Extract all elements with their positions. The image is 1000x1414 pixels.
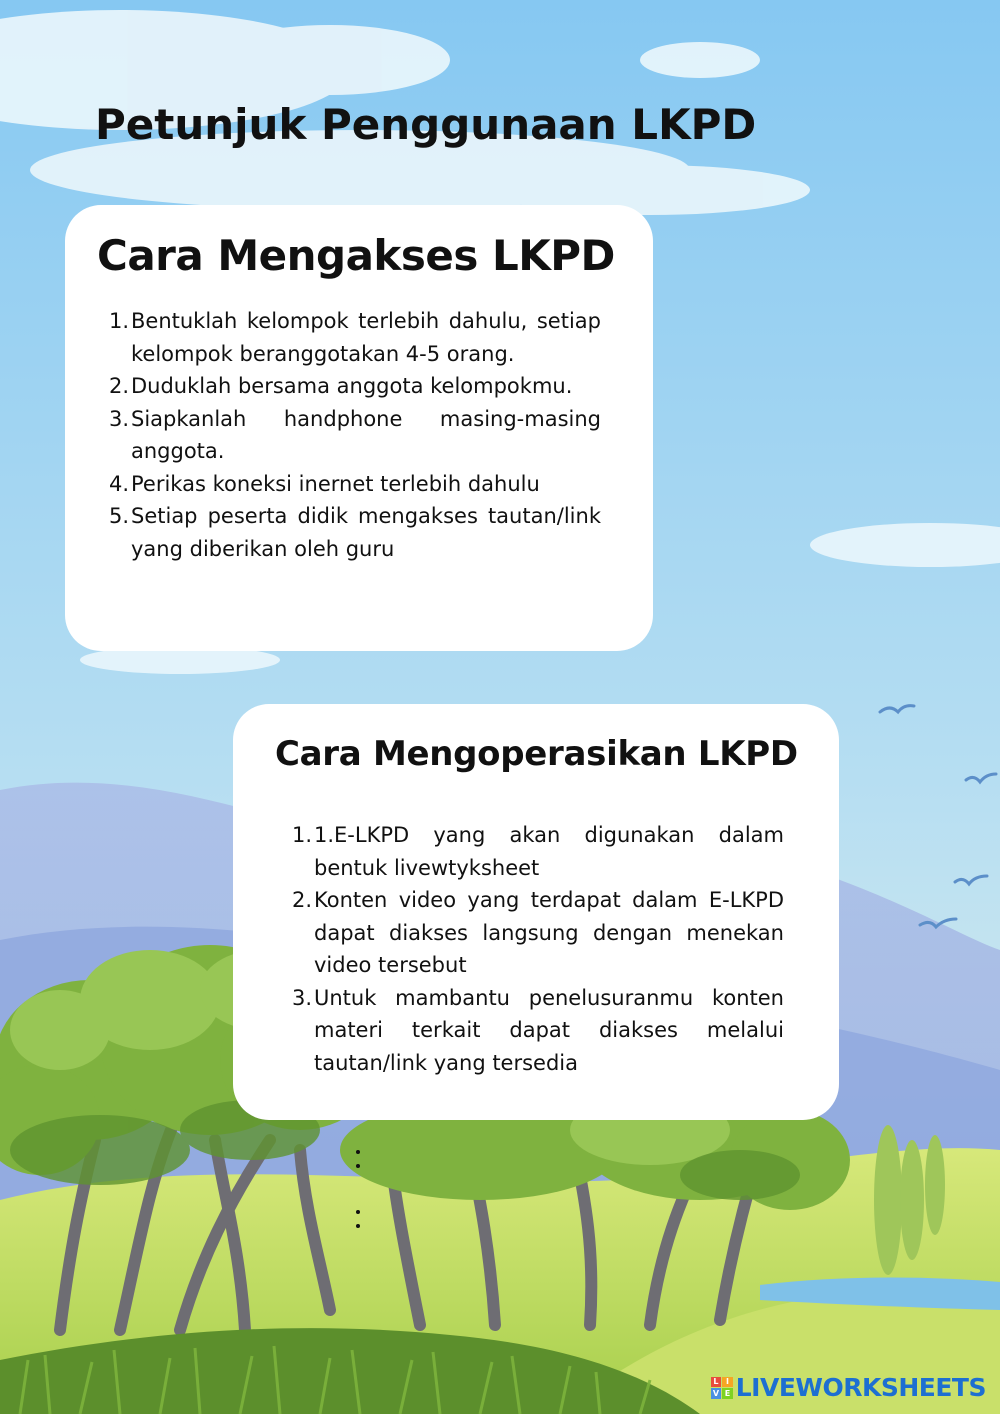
access-steps-list xyxy=(105,305,601,565)
list-item-text: Duduklah bersama anggota kelompokmu. xyxy=(131,374,573,398)
list-item xyxy=(288,819,784,884)
list-item xyxy=(105,500,601,565)
operate-steps-list xyxy=(288,819,784,1079)
list-item-text: 1.E-LKPD yang akan digunakan dalam bentuk livewtyksheet xyxy=(314,823,784,880)
operate-card xyxy=(233,704,839,1120)
liveworksheets-logo xyxy=(711,1373,986,1402)
page-title: Petunjuk Penggunaan LKPD xyxy=(95,100,757,149)
list-item-text: Untuk mambantu penelusuranmu konten materi terkait dapat diakses melalui tautan/link yang tersedia xyxy=(314,985,784,1075)
list-item xyxy=(288,982,784,1080)
list-item-number: 1. xyxy=(291,823,312,847)
list-item-text: Perikas koneksi inernet terlebih dahulu xyxy=(131,471,540,496)
list-item xyxy=(288,884,784,982)
dot-marker xyxy=(354,1208,362,1238)
list-item-text: Siapkanlah handphone masing-masing anggota. xyxy=(131,406,601,463)
list-item xyxy=(105,468,601,501)
logo-letter: I xyxy=(722,1377,733,1388)
list-item-text: Konten video yang terdapat dalam E-LKPD dapat diakses langsung dengan menekan video tersebut xyxy=(314,888,784,977)
list-item-number: 5. xyxy=(108,504,129,528)
liveworksheets-icon xyxy=(711,1377,733,1399)
list-item-number: 1. xyxy=(108,309,129,333)
list-item-number: 3. xyxy=(108,406,129,431)
list-item-text: Bentuklah kelompok terlebih dahulu, setiap kelompok beranggotakan 4-5 orang. xyxy=(131,309,601,366)
list-item-number: 4. xyxy=(108,471,129,496)
list-item-number: 2. xyxy=(108,374,129,398)
dot-marker xyxy=(354,1148,362,1178)
list-item xyxy=(105,305,601,370)
logo-letter: L xyxy=(711,1377,722,1388)
logo-letter: V xyxy=(711,1388,722,1399)
liveworksheets-text: LIVEWORKSHEETS xyxy=(735,1373,986,1402)
list-item-text: Setiap peserta didik mengakses tautan/link yang diberikan oleh guru xyxy=(131,504,601,561)
list-item-number: 3. xyxy=(291,985,312,1010)
list-item-number: 2. xyxy=(291,888,312,912)
list-item xyxy=(105,403,601,468)
operate-card-title: Cara Mengoperasikan LKPD xyxy=(275,734,798,774)
logo-letter: E xyxy=(722,1388,733,1399)
access-card xyxy=(65,205,653,651)
access-card-title: Cara Mengakses LKPD xyxy=(97,231,615,280)
list-item xyxy=(105,370,601,403)
